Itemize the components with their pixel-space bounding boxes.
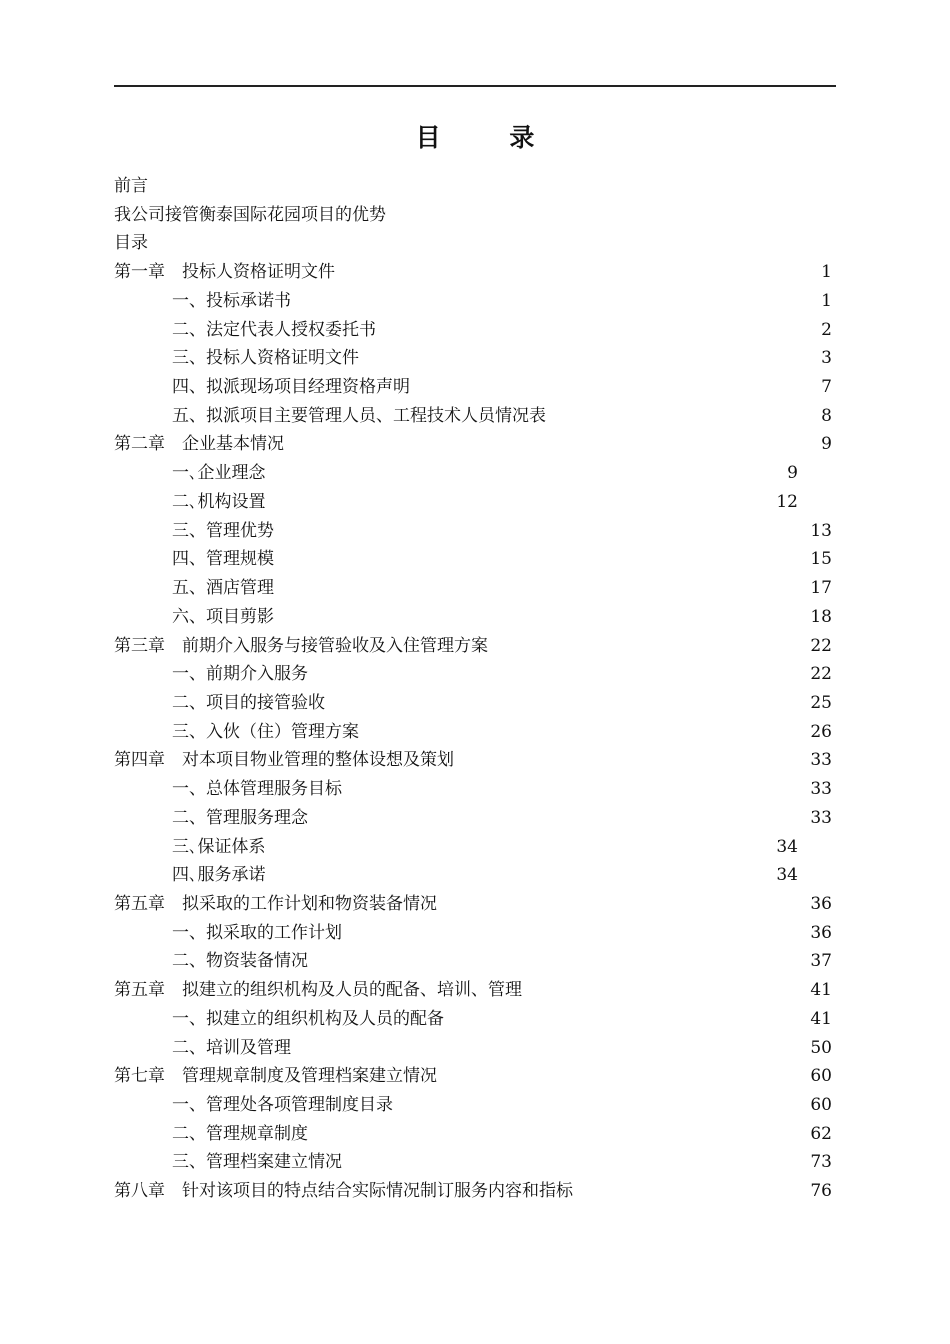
toc-entry-title: 一、拟建立的组织机构及人员的配备	[172, 1008, 444, 1029]
toc-section-entry[interactable]	[114, 804, 832, 833]
toc-entry-title: 二、项目的接管验收	[172, 692, 325, 713]
toc-section-entry[interactable]	[114, 947, 832, 976]
toc-front-label: 前言	[114, 176, 148, 196]
toc-entry-title: 三、管理优势	[172, 520, 274, 541]
toc-chapter-entry[interactable]	[114, 430, 832, 459]
toc-entry-title: 四、管理规模	[172, 549, 274, 570]
toc-section-entry[interactable]	[114, 861, 832, 890]
toc-page-number: 50	[810, 1037, 832, 1058]
toc-page-number: 9	[787, 463, 798, 484]
toc-entry-title: 一、总体管理服务目标	[172, 779, 342, 800]
toc-page-number: 33	[810, 750, 832, 771]
toc-section-entry[interactable]	[114, 1091, 832, 1120]
toc-entry-title: 第七章 管理规章制度及管理档案建立情况	[114, 1066, 437, 1087]
toc-entry-title: 三、投标人资格证明文件	[172, 348, 359, 369]
toc-entry-title: 二、法定代表人授权委托书	[172, 319, 376, 340]
toc-page-number: 1	[821, 290, 832, 311]
toc-page-number: 36	[810, 893, 832, 914]
toc-page-number: 2	[821, 319, 832, 340]
toc-page-number: 8	[821, 405, 832, 426]
toc-page-number: 7	[821, 377, 832, 398]
toc-section-entry[interactable]	[114, 287, 832, 316]
toc-page-number: 1	[821, 262, 832, 283]
toc-entry-title: 二、管理规章制度	[172, 1123, 308, 1144]
toc-page-number: 17	[810, 578, 832, 599]
toc-page-number: 15	[810, 549, 832, 570]
toc-chapter-entry[interactable]	[114, 746, 832, 775]
toc-entry-title: 四､服务承诺	[172, 865, 266, 886]
toc-entry-title: 五、酒店管理	[172, 578, 274, 599]
toc-entry-title: 一、拟采取的工作计划	[172, 922, 342, 943]
toc-page-number: 62	[810, 1123, 832, 1144]
toc-entry-title: 第四章 对本项目物业管理的整体设想及策划	[114, 750, 454, 771]
toc-section-entry[interactable]	[114, 488, 832, 517]
toc-entry-title: 二､机构设置	[172, 491, 266, 512]
toc-section-entry[interactable]	[114, 373, 832, 402]
toc-entry-title: 三、入伙（住）管理方案	[172, 721, 359, 742]
toc-front-item[interactable]	[114, 172, 832, 201]
toc-entry-title: 第一章 投标人资格证明文件	[114, 262, 335, 283]
toc-section-entry[interactable]	[114, 344, 832, 373]
toc-entry-title: 三､保证体系	[172, 836, 266, 857]
toc-entry-title: 一、管理处各项管理制度目录	[172, 1095, 393, 1115]
toc-chapter-entry[interactable]	[114, 1177, 832, 1206]
toc-page-number: 73	[810, 1152, 832, 1173]
toc-page-number: 60	[810, 1066, 832, 1087]
toc-section-entry[interactable]	[114, 1120, 832, 1149]
toc-section-entry[interactable]	[114, 1034, 832, 1063]
toc-section-entry[interactable]	[114, 517, 832, 546]
toc-chapter-entry[interactable]	[114, 1062, 832, 1091]
table-of-contents	[114, 172, 832, 1206]
toc-section-entry[interactable]	[114, 1148, 832, 1177]
toc-chapter-entry[interactable]	[114, 632, 832, 661]
toc-page-number: 18	[810, 606, 832, 627]
toc-section-entry[interactable]	[114, 660, 832, 689]
toc-page-number: 25	[810, 692, 832, 713]
toc-page-number: 9	[821, 434, 832, 455]
toc-page-number: 33	[810, 779, 832, 800]
toc-entry-title: 六、项目剪影	[172, 606, 274, 627]
toc-page-number: 22	[810, 635, 832, 656]
toc-section-entry[interactable]	[114, 1005, 832, 1034]
toc-section-entry[interactable]	[114, 689, 832, 718]
toc-section-entry[interactable]	[114, 775, 832, 804]
toc-entry-title: 一、投标承诺书	[172, 290, 291, 311]
header-rule	[114, 85, 836, 87]
toc-front-label: 目录	[114, 233, 148, 254]
toc-section-entry[interactable]	[114, 574, 832, 603]
toc-front-label: 我公司接管衡泰国际花园项目的优势	[114, 204, 386, 225]
toc-entry-title: 第三章 前期介入服务与接管验收及入住管理方案	[114, 635, 488, 656]
toc-page-number: 26	[810, 721, 832, 742]
toc-page-number: 41	[810, 980, 832, 1001]
toc-section-entry[interactable]	[114, 316, 832, 345]
toc-entry-title: 第五章 拟建立的组织机构及人员的配备、培训、管理	[114, 980, 522, 1001]
toc-front-item[interactable]	[114, 229, 832, 258]
toc-front-item[interactable]	[114, 201, 832, 230]
toc-entry-title: 三、管理档案建立情况	[172, 1152, 342, 1173]
toc-section-entry[interactable]	[114, 402, 832, 431]
toc-section-entry[interactable]	[114, 919, 832, 948]
toc-entry-title: 二、物资装备情况	[172, 951, 308, 972]
toc-entry-title: 第八章 针对该项目的特点结合实际情况制订服务内容和指标	[114, 1181, 573, 1202]
toc-entry-title: 二、管理服务理念	[172, 807, 308, 828]
toc-page-number: 41	[810, 1008, 832, 1029]
toc-page-number: 34	[776, 865, 798, 886]
toc-page-number: 3	[821, 348, 832, 369]
toc-page-number: 36	[810, 922, 832, 943]
toc-entry-title: 一､企业理念	[172, 463, 266, 484]
toc-entry-title: 第二章 企业基本情况	[114, 434, 284, 455]
toc-page-number: 34	[776, 836, 798, 857]
toc-entry-title: 四、拟派现场项目经理资格声明	[172, 377, 410, 398]
toc-chapter-entry[interactable]	[114, 890, 832, 919]
toc-page-number: 60	[810, 1095, 832, 1115]
toc-entry-title: 二、培训及管理	[172, 1037, 291, 1058]
toc-page-number: 22	[810, 664, 832, 685]
toc-entry-title: 第五章 拟采取的工作计划和物资装备情况	[114, 893, 437, 914]
toc-entry-title: 五、拟派项目主要管理人员、工程技术人员情况表	[172, 405, 546, 426]
toc-page-number: 13	[810, 520, 832, 541]
page-title: 目 录	[415, 123, 565, 152]
toc-page-number: 76	[810, 1181, 832, 1202]
toc-section-entry[interactable]	[114, 459, 832, 488]
toc-section-entry[interactable]	[114, 833, 832, 862]
toc-chapter-entry[interactable]	[114, 976, 832, 1005]
toc-page-number: 33	[810, 807, 832, 828]
toc-chapter-entry[interactable]	[114, 258, 832, 287]
toc-entry-title: 一、前期介入服务	[172, 664, 308, 685]
toc-page-number: 37	[810, 951, 832, 972]
toc-section-entry[interactable]	[114, 718, 832, 747]
toc-page-number: 12	[776, 491, 798, 512]
toc-section-entry[interactable]	[114, 545, 832, 574]
toc-section-entry[interactable]	[114, 603, 832, 632]
